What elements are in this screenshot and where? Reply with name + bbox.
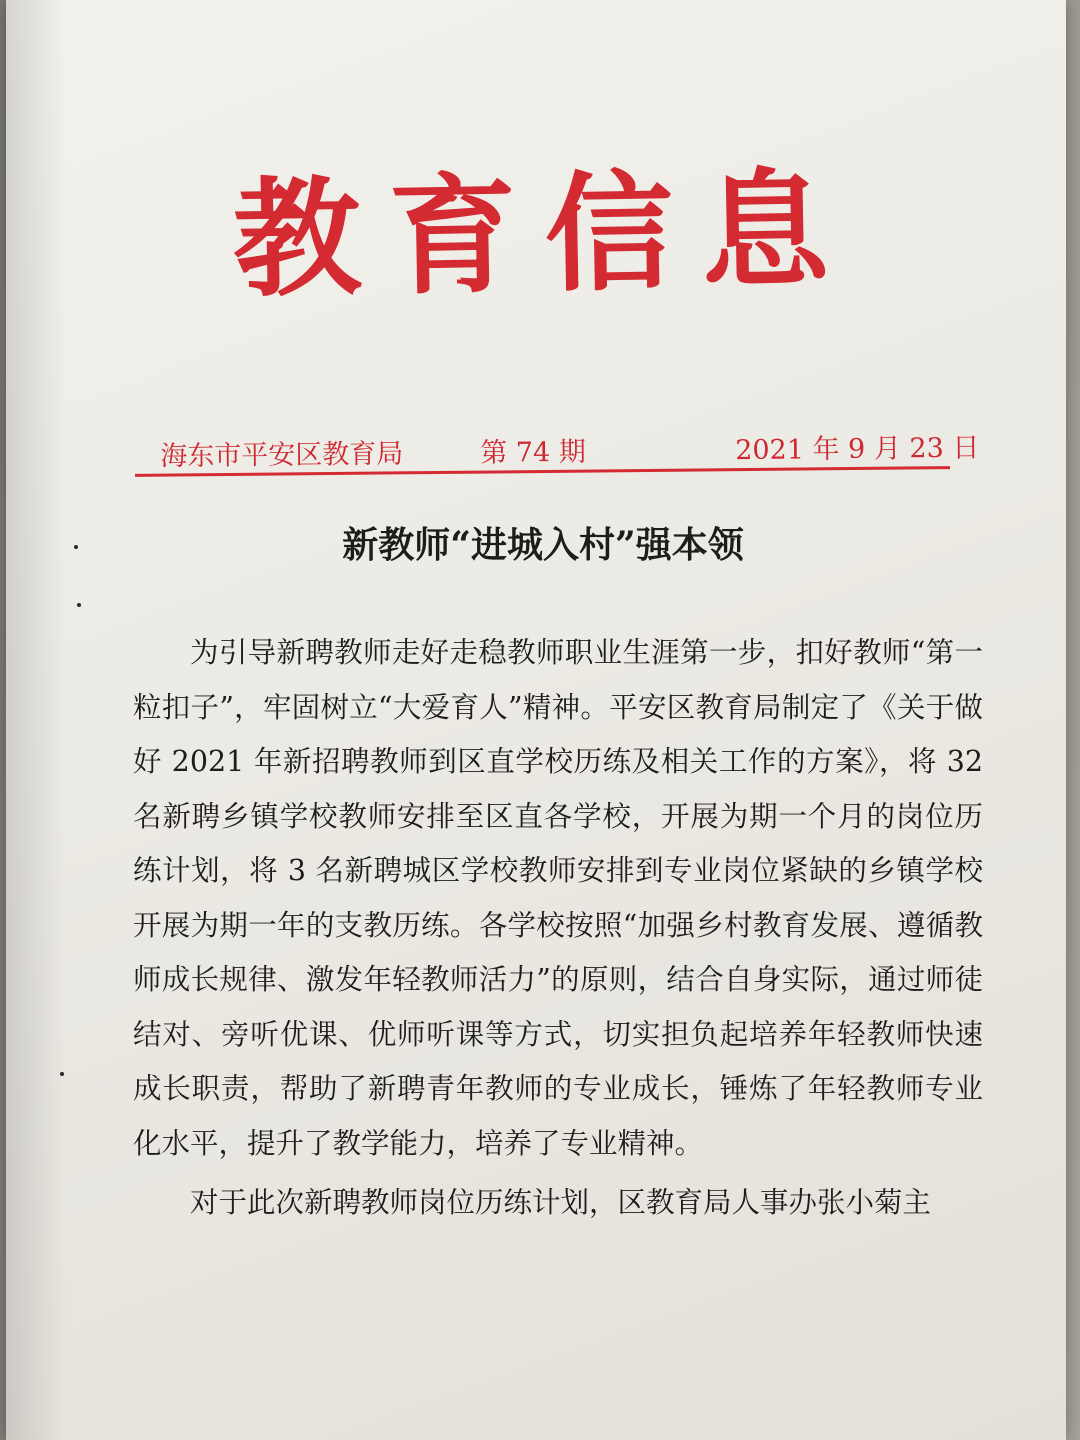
issue-organization: 海东市平安区教育局 [160, 438, 404, 473]
issue-date: 2021 年 9 月 23 日 [735, 432, 980, 467]
page-edge-shadow [6, 0, 66, 1440]
article-headline: 新教师“进城入村”强本领 [342, 524, 744, 566]
article-paragraph: 为引导新聘教师走好走稳教师职业生涯第一步，扣好教师“第一粒扣子”，牢固树立“大爱育人”精神。平安区教育局制定了《关于做好 2021 年新招聘教师到区直学校历练及相关工作的方案》，将 32 名新聘乡镇学校教师安排至区直各学校，开展为期一个月的岗位历练计划，将 3 名新聘城区学校教师安排到专业岗位紧缺的乡镇学校开展为期一年的支教历练。各学校按照“加强乡村教育发展、遵循教师成长规律、激发年轻教师活力”的原则，结合自身实际，通过师徒结对、旁听优课、优师听课等方式，切实担负起培养年轻教师快速成长职责，帮助了新聘青年教师的专业成长，锤炼了年轻教师专业化水平，提升了教学能力，培养了专业精神。 [133, 636, 983, 1160]
masthead-title: 教育信息 [231, 154, 859, 316]
punch-mark [74, 545, 78, 549]
article-paragraph: 对于此次新聘教师岗位历练计划，区教育局人事办张小菊主 [190, 1186, 932, 1219]
article [133, 520, 993, 1236]
issue-number: 第 74 期 [480, 436, 586, 469]
punch-mark [60, 1072, 64, 1076]
punch-mark [77, 603, 81, 607]
